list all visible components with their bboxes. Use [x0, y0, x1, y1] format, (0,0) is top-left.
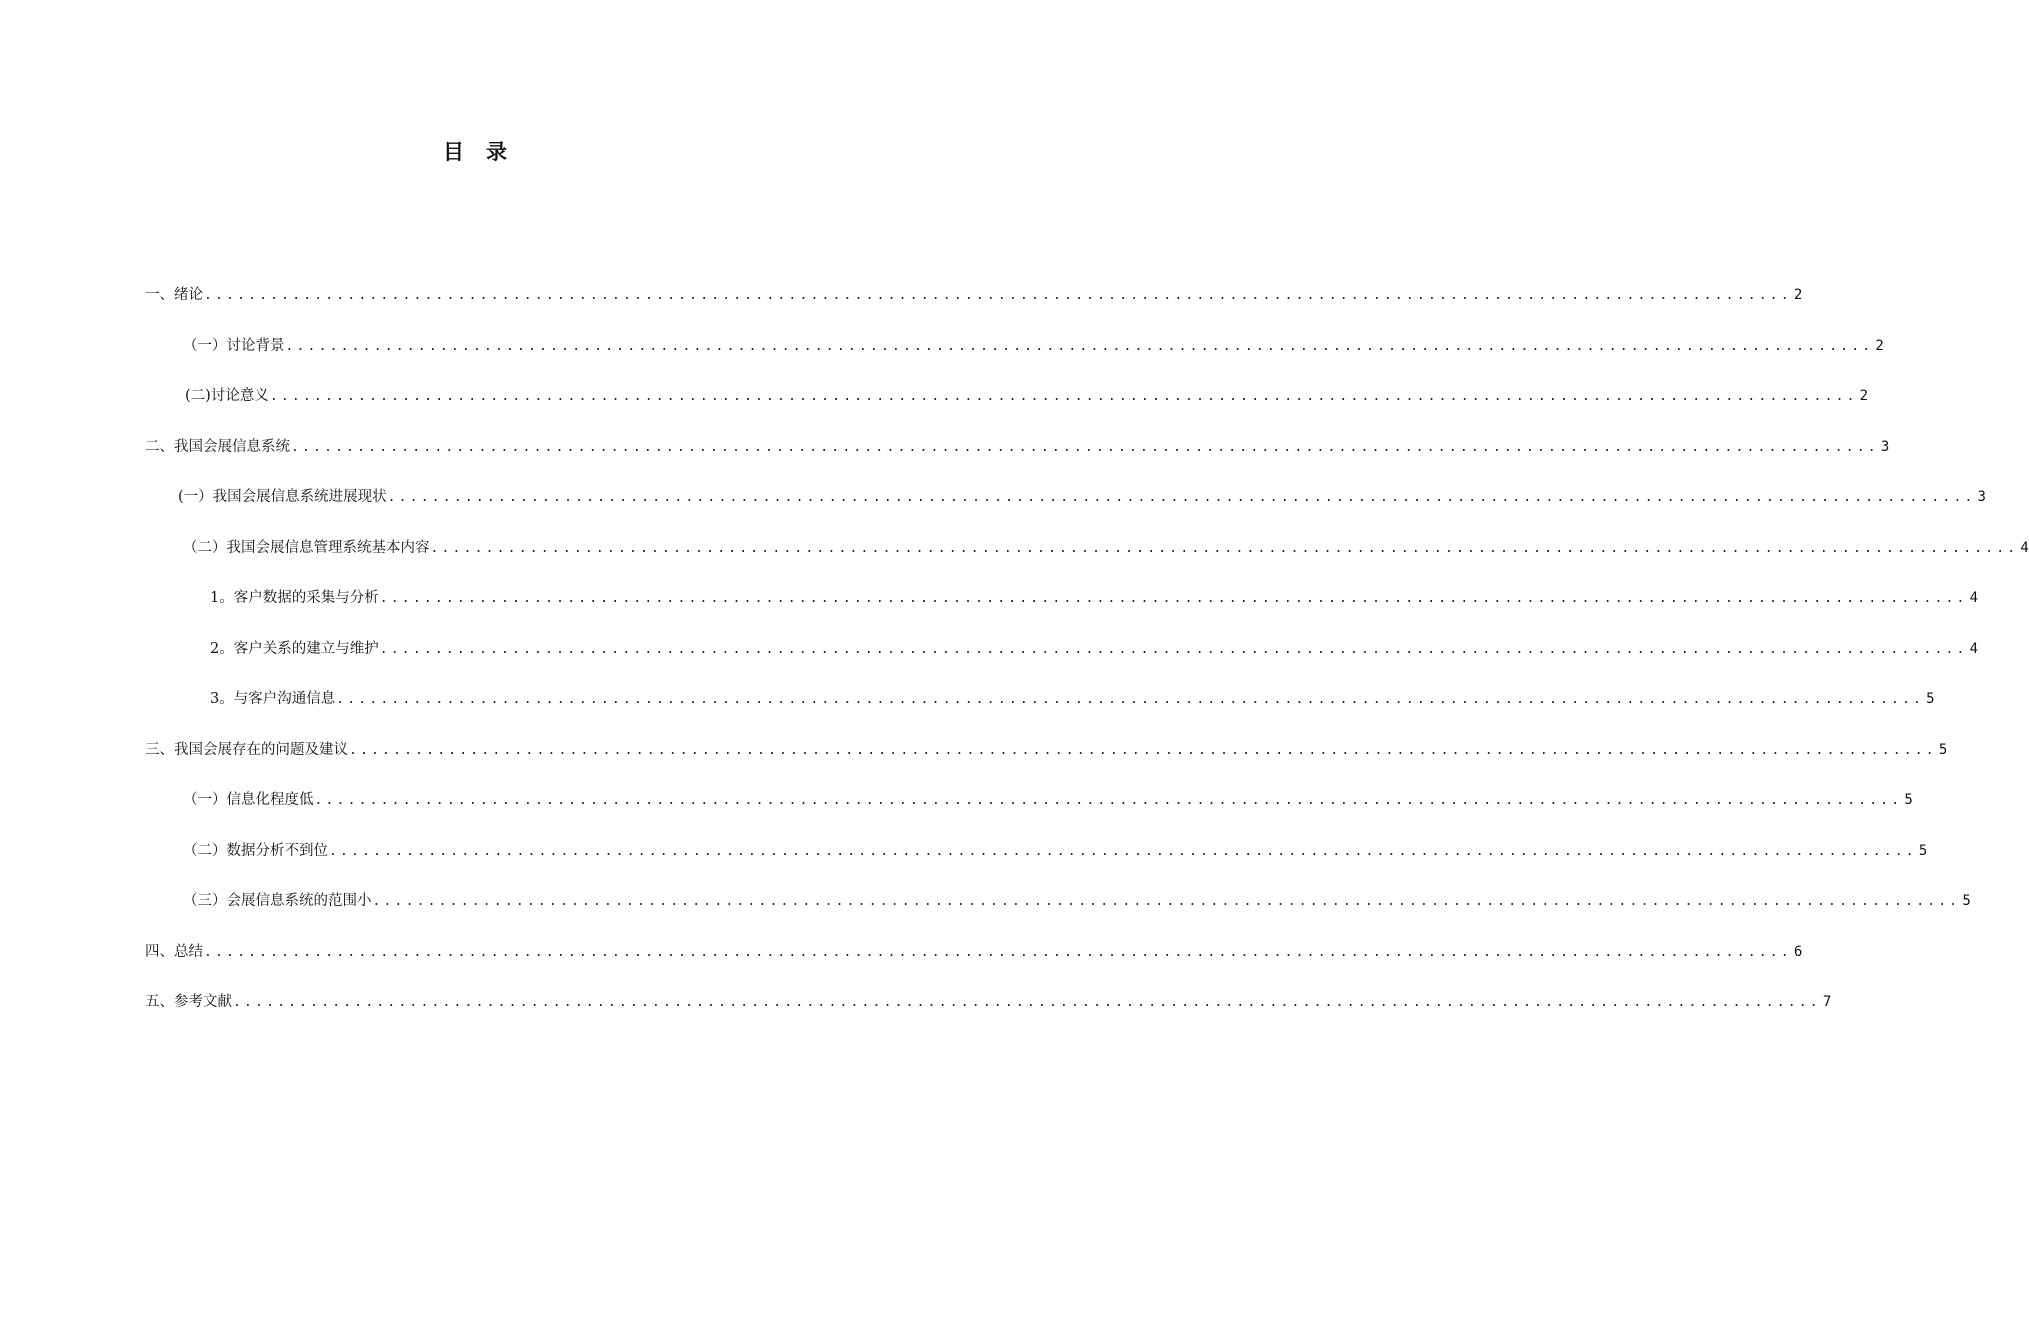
toc-entry-page: 3: [1880, 439, 1890, 455]
toc-entry-text: 3。与客户沟通信息: [210, 691, 336, 707]
toc-entry-3[interactable]: [185, 383, 1869, 409]
toc-title: [0, 136, 950, 166]
toc-entry-page: 5: [1918, 843, 1928, 859]
toc-entry-14[interactable]: [145, 939, 1803, 965]
toc-entry-text: （二）数据分析不到位: [183, 843, 328, 859]
toc-dot-leader: ................................................................................................................................................: [430, 541, 2019, 556]
toc-dot-leader: ................................................................................................................................................: [329, 844, 1917, 859]
toc-dot-leader: ................................................................................................................................................: [291, 440, 1879, 455]
toc-entry-text: 1。客户数据的采集与分析: [210, 590, 379, 606]
toc-entry-text: 2。客户关系的建立与维护: [210, 641, 379, 657]
toc-dot-leader: ................................................................................................................................................: [372, 894, 1961, 909]
toc-dot-leader: ................................................................................................................................................: [387, 490, 1976, 505]
toc-entry-page: 2: [1793, 287, 1803, 303]
toc-entry-text: (二)讨论意义: [185, 388, 269, 404]
toc-entry-page: 3: [1977, 489, 1986, 505]
toc-entry-text: （一）信息化程度低: [183, 792, 314, 808]
toc-entry-text: （三）会展信息系统的范围小: [183, 893, 372, 909]
toc-entry-10[interactable]: [145, 737, 1948, 763]
toc-entry-page: 5: [1926, 691, 1935, 707]
toc-dot-leader: ................................................................................................................................................: [379, 591, 1968, 606]
toc-entry-text: （一）讨论背景: [183, 338, 285, 354]
toc-entry-text: 绪论: [174, 287, 203, 303]
toc-dot-leader: ................................................................................................................................................: [233, 995, 1821, 1010]
toc-dot-leader: ................................................................................................................................................: [285, 339, 1874, 354]
toc-entry-page: 4: [2020, 540, 2029, 556]
toc-entry-number: 四、: [145, 944, 174, 960]
toc-entry-text: （二）我国会展信息管理系统基本内容: [183, 540, 430, 556]
toc-entry-5[interactable]: [178, 484, 1986, 510]
toc-title-char-2: 录: [486, 140, 507, 164]
toc-entry-number: 一、: [145, 287, 174, 303]
toc-dot-leader: ................................................................................................................................................: [314, 793, 1903, 808]
toc-entry-page: 6: [1793, 944, 1803, 960]
toc-entry-text: 我国会展信息系统: [174, 439, 290, 455]
toc-entry-text: 我国会展存在的问题及建议: [174, 742, 348, 758]
toc-entry-11[interactable]: [183, 787, 1913, 813]
toc-entry-7[interactable]: [210, 585, 1979, 611]
toc-dot-leader: ................................................................................................................................................: [204, 288, 1792, 303]
toc-entry-page: 2: [1859, 388, 1869, 404]
toc-dot-leader: ................................................................................................................................................: [379, 642, 1968, 657]
toc-dot-leader: ................................................................................................................................................: [336, 692, 1925, 707]
toc-entry-9[interactable]: [210, 686, 1935, 712]
toc-entry-number: 二、: [145, 439, 174, 455]
toc-entry-6[interactable]: [183, 535, 2029, 561]
toc-entry-page: 7: [1822, 994, 1832, 1010]
toc-entry-2[interactable]: [183, 333, 1884, 359]
toc-entry-page: 5: [1904, 792, 1913, 808]
toc-entry-page: 4: [1969, 590, 1979, 606]
toc-entry-1[interactable]: [145, 282, 1803, 308]
toc-entry-8[interactable]: [210, 636, 1979, 662]
toc-entry-12[interactable]: [183, 838, 1928, 864]
toc-entry-15[interactable]: [145, 989, 1832, 1015]
toc-entry-number: 五、: [145, 994, 174, 1010]
toc-entry-4[interactable]: [145, 434, 1890, 460]
toc-dot-leader: ................................................................................................................................................: [349, 743, 1937, 758]
toc-entry-page: 2: [1875, 338, 1884, 354]
toc-entry-page: 5: [1962, 893, 1971, 909]
toc-entry-page: 4: [1969, 641, 1979, 657]
toc-title-char-1: 目: [443, 140, 464, 164]
toc-entry-page: 5: [1938, 742, 1948, 758]
toc-dot-leader: ................................................................................................................................................: [269, 389, 1858, 404]
toc-dot-leader: ................................................................................................................................................: [204, 945, 1792, 960]
toc-entry-13[interactable]: [183, 888, 1971, 914]
toc-entry-text: (一）我国会展信息系统进展现状: [178, 489, 387, 505]
toc-entry-number: 三、: [145, 742, 174, 758]
toc-entry-text: 参考文献: [174, 994, 232, 1010]
toc-entry-text: 总结: [174, 944, 203, 960]
